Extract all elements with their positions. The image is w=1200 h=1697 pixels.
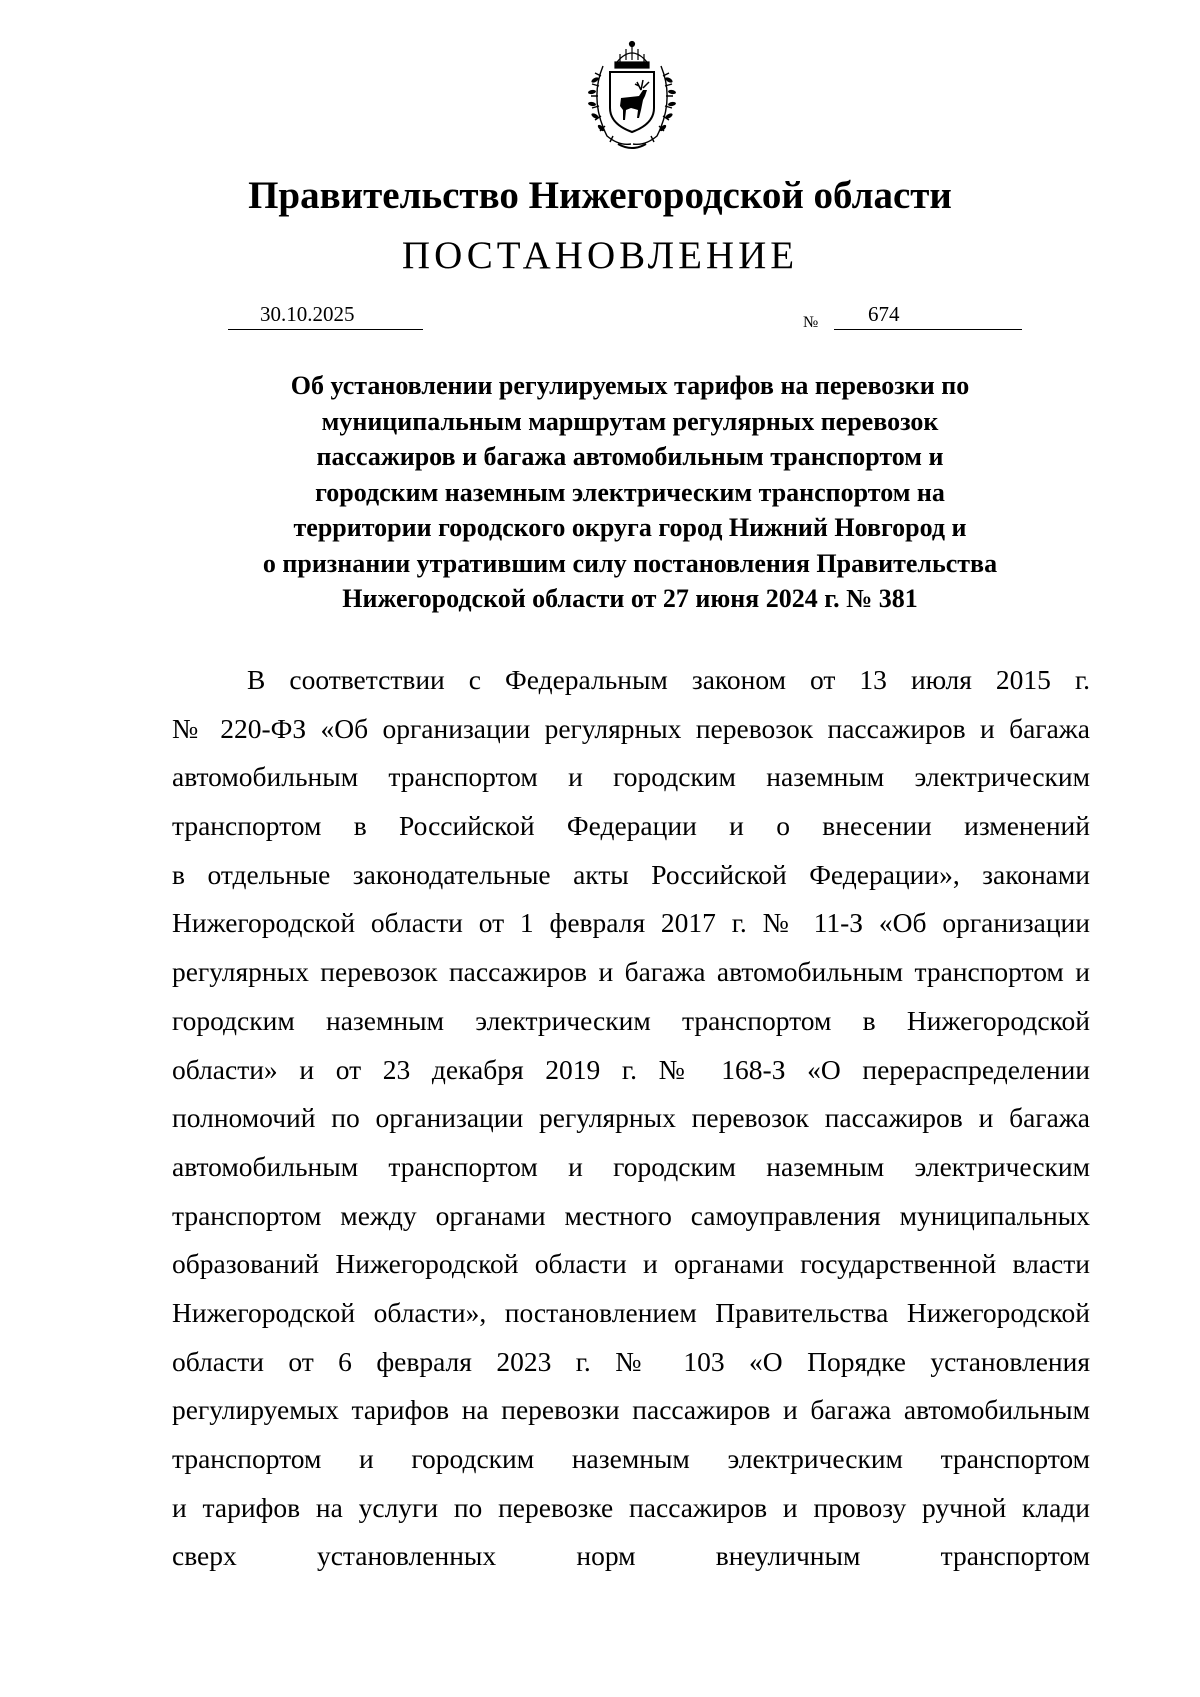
document-type: ПОСТАНОВЛЕНИЕ [401,234,799,277]
body-line: области» и от 23 декабря 2019 г. № 168-З «О перераспределении [172,1053,1090,1085]
subject-line: о признании утратившим силу постановления Правительства [262,548,998,578]
body-line: транспортом между органами местного самоуправления муниципальных [172,1199,1090,1231]
subject-line: городским наземным электрическим транспортом на [315,477,945,507]
body-line: городским наземным электрическим транспортом в Нижегородской [172,1004,1090,1036]
document-subject [200,368,1060,617]
body-line: автомобильным транспортом и городским наземным электрическим [172,1150,1090,1182]
subject-line: Об установлении регулируемых тарифов на перевозки по [290,371,970,400]
body-line: Нижегородской области от 1 февраля 2017 г. № 11-З «Об организации [172,907,1090,939]
number-sign: № [803,314,819,331]
body-line: в отдельные законодательные акты Российской Федерации», законами [172,858,1090,890]
body-line: области от 6 февраля 2023 г. № 103 «О Порядке установления [172,1345,1090,1377]
body-line: регулярных перевозок пассажиров и багажа автомобильным транспортом и [172,956,1090,988]
subject-line: Нижегородской области от 27 июня 2024 г. № 381 [342,584,918,613]
body-line: и тарифов на услуги по перевозке пассажиров и провозу ручной клади [172,1491,1090,1523]
document-date-field [228,303,423,330]
body-line: транспортом и городским наземным электрическим транспортом [172,1443,1090,1474]
body-line: Нижегородской области», постановлением Правительства Нижегородской [172,1296,1090,1328]
body-line: сверх установленных норм внеуличным транспортом [172,1540,1090,1572]
body-line: полномочий по организации регулярных перевозок пассажиров и багажа [172,1102,1090,1134]
organization-title: Правительство Нижегородской области [248,174,952,217]
document-body [172,656,1090,1581]
coat-of-arms-emblem [573,40,691,152]
document-date: 30.10.2025 [260,302,355,326]
body-line: автомобильным транспортом и городским наземным электрическим [172,761,1090,793]
body-line: № 220-ФЗ «Об организации регулярных перевозок пассажиров и багажа [172,712,1090,744]
subject-line: пассажиров и багажа автомобильным транспортом и [316,442,944,471]
subject-line: муниципальным маршрутам регулярных перевозок [321,406,939,436]
body-line: образований Нижегородской области и органами государственной власти [172,1248,1090,1280]
subject-line: территории городского округа город Нижний Новгород и [293,513,967,542]
body-line: В соответствии с Федеральным законом от 13 июля 2015 г. [247,664,1090,695]
document-number: 674 [868,302,900,326]
body-line: регулируемых тарифов на перевозки пассажиров и багажа автомобильным [172,1394,1090,1426]
body-line: транспортом в Российской Федерации и о внесении изменений [172,810,1090,842]
document-number-field [834,303,1022,330]
